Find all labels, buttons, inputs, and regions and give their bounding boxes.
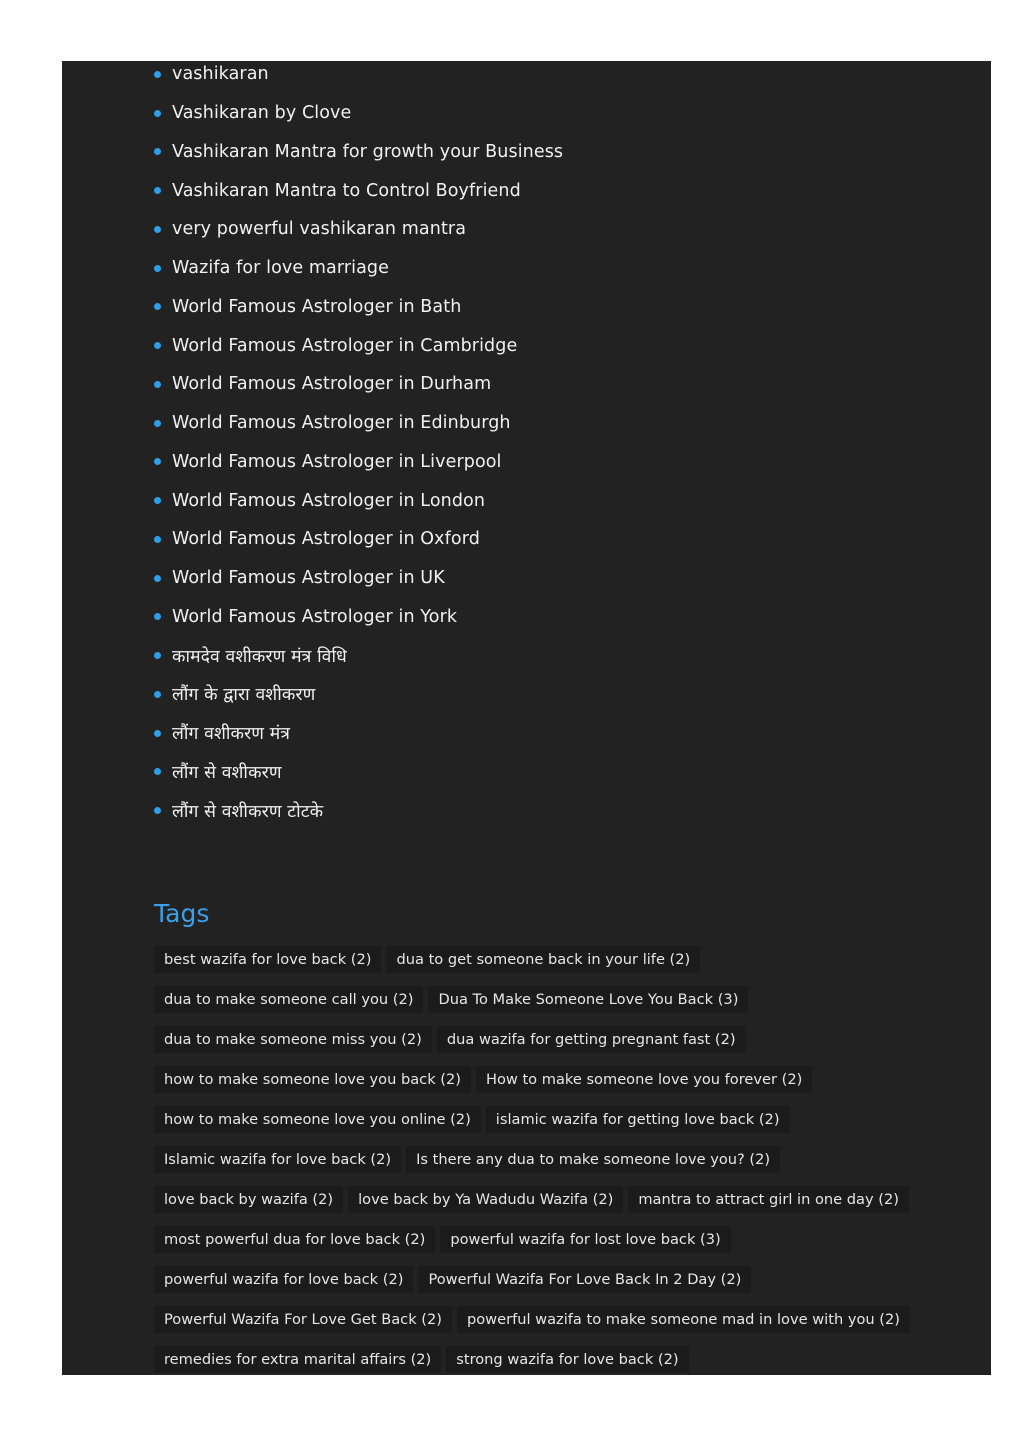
tag-link[interactable]: dua to make someone miss you (2) <box>154 1026 432 1053</box>
category-list <box>154 61 563 830</box>
tag-link[interactable]: love back by Ya Wadudu Wazifa (2) <box>348 1186 623 1213</box>
tag-link[interactable]: dua to make someone call you (2) <box>154 986 423 1013</box>
bullet-icon <box>154 691 161 698</box>
category-item <box>154 61 563 94</box>
category-link[interactable]: Vashikaran Mantra for growth your Business <box>172 141 564 162</box>
bullet-icon <box>154 575 161 582</box>
category-item <box>154 210 563 249</box>
category-link[interactable]: लौंग के द्वारा वशीकरण <box>172 685 316 706</box>
bullet-icon <box>154 420 161 427</box>
bullet-icon <box>154 110 161 117</box>
tag-cloud <box>154 939 915 1375</box>
tag-row <box>154 1259 915 1299</box>
tag-link[interactable]: dua to get someone back in your life (2) <box>386 946 700 973</box>
category-link[interactable]: लौंग वशीकरण मंत्र <box>172 724 291 745</box>
category-item <box>154 133 563 172</box>
category-link[interactable]: World Famous Astrologer in Bath <box>172 296 462 317</box>
category-link[interactable]: Vashikaran by Clove <box>172 103 352 124</box>
tag-row <box>154 1139 915 1179</box>
tags-heading: Tags <box>154 899 210 928</box>
bullet-icon <box>154 768 161 775</box>
category-item <box>154 636 563 675</box>
tag-link[interactable]: how to make someone love you back (2) <box>154 1066 471 1093</box>
category-link[interactable]: World Famous Astrologer in UK <box>172 568 445 589</box>
category-link[interactable]: very powerful vashikaran mantra <box>172 219 467 240</box>
bullet-icon <box>154 71 161 78</box>
category-item <box>154 443 563 482</box>
bullet-icon <box>154 148 161 155</box>
category-link[interactable]: World Famous Astrologer in Durham <box>172 374 492 395</box>
tag-link[interactable]: dua wazifa for getting pregnant fast (2) <box>437 1026 746 1053</box>
tag-link[interactable]: strong wazifa for love back (2) <box>446 1346 688 1373</box>
category-link[interactable]: कामदेव वशीकरण मंत्र विधि <box>172 646 347 667</box>
tag-link[interactable]: Islamic wazifa for love back (2) <box>154 1146 401 1173</box>
category-link[interactable]: World Famous Astrologer in Cambridge <box>172 335 518 356</box>
tag-row <box>154 1339 915 1375</box>
tag-row <box>154 1019 915 1059</box>
category-item <box>154 365 563 404</box>
bullet-icon <box>154 342 161 349</box>
tag-link[interactable]: how to make someone love you online (2) <box>154 1106 481 1133</box>
category-link[interactable]: World Famous Astrologer in Oxford <box>172 529 480 550</box>
tag-row <box>154 1219 915 1259</box>
tag-link[interactable]: best wazifa for love back (2) <box>154 946 381 973</box>
category-link[interactable]: World Famous Astrologer in York <box>172 606 458 627</box>
bullet-icon <box>154 303 161 310</box>
category-item <box>154 171 563 210</box>
tag-link[interactable]: mantra to attract girl in one day (2) <box>628 1186 909 1213</box>
bullet-icon <box>154 458 161 465</box>
tag-link[interactable]: Powerful Wazifa For Love Back In 2 Day (2) <box>418 1266 751 1293</box>
bullet-icon <box>154 187 161 194</box>
bullet-icon <box>154 536 161 543</box>
tag-row <box>154 939 915 979</box>
bullet-icon <box>154 613 161 620</box>
category-item <box>154 675 563 714</box>
tag-row <box>154 1059 915 1099</box>
tag-link[interactable]: powerful wazifa for lost love back (3) <box>440 1226 730 1253</box>
category-item <box>154 326 563 365</box>
category-link[interactable]: World Famous Astrologer in Liverpool <box>172 451 502 472</box>
category-link[interactable]: लौंग से वशीकरण टोटके <box>172 801 324 822</box>
tag-link[interactable]: most powerful dua for love back (2) <box>154 1226 435 1253</box>
category-item <box>154 520 563 559</box>
tag-row <box>154 1099 915 1139</box>
category-item <box>154 791 563 830</box>
bullet-icon <box>154 652 161 659</box>
category-item <box>154 753 563 792</box>
bullet-icon <box>154 226 161 233</box>
tag-link[interactable]: love back by wazifa (2) <box>154 1186 343 1213</box>
category-item <box>154 404 563 443</box>
category-item <box>154 598 563 637</box>
category-link[interactable]: Vashikaran Mantra to Control Boyfriend <box>172 180 521 201</box>
category-item <box>154 249 563 288</box>
bullet-icon <box>154 807 161 814</box>
tag-link[interactable]: powerful wazifa for love back (2) <box>154 1266 413 1293</box>
category-item <box>154 94 563 133</box>
tag-link[interactable]: remedies for extra marital affairs (2) <box>154 1346 441 1373</box>
tag-link[interactable]: powerful wazifa to make someone mad in love with you (2) <box>457 1306 910 1333</box>
tag-link[interactable]: Powerful Wazifa For Love Get Back (2) <box>154 1306 452 1333</box>
bullet-icon <box>154 381 161 388</box>
tag-row <box>154 1179 915 1219</box>
category-item <box>154 288 563 327</box>
tag-row <box>154 979 915 1019</box>
category-link[interactable]: Wazifa for love marriage <box>172 258 389 279</box>
category-item <box>154 714 563 753</box>
category-link[interactable]: लौंग से वशीकरण <box>172 762 282 783</box>
tag-link[interactable]: islamic wazifa for getting love back (2) <box>486 1106 790 1133</box>
bullet-icon <box>154 265 161 272</box>
category-item <box>154 481 563 520</box>
tag-link[interactable]: Dua To Make Someone Love You Back (3) <box>428 986 748 1013</box>
category-item <box>154 559 563 598</box>
sidebar-panel <box>62 61 991 1375</box>
tag-link[interactable]: Is there any dua to make someone love you? (2) <box>406 1146 780 1173</box>
tag-row <box>154 1299 915 1339</box>
bullet-icon <box>154 730 161 737</box>
tag-link[interactable]: How to make someone love you forever (2) <box>476 1066 812 1093</box>
category-link[interactable]: World Famous Astrologer in London <box>172 490 486 511</box>
category-link[interactable]: World Famous Astrologer in Edinburgh <box>172 413 511 434</box>
category-link[interactable]: vashikaran <box>172 64 269 85</box>
bullet-icon <box>154 497 161 504</box>
